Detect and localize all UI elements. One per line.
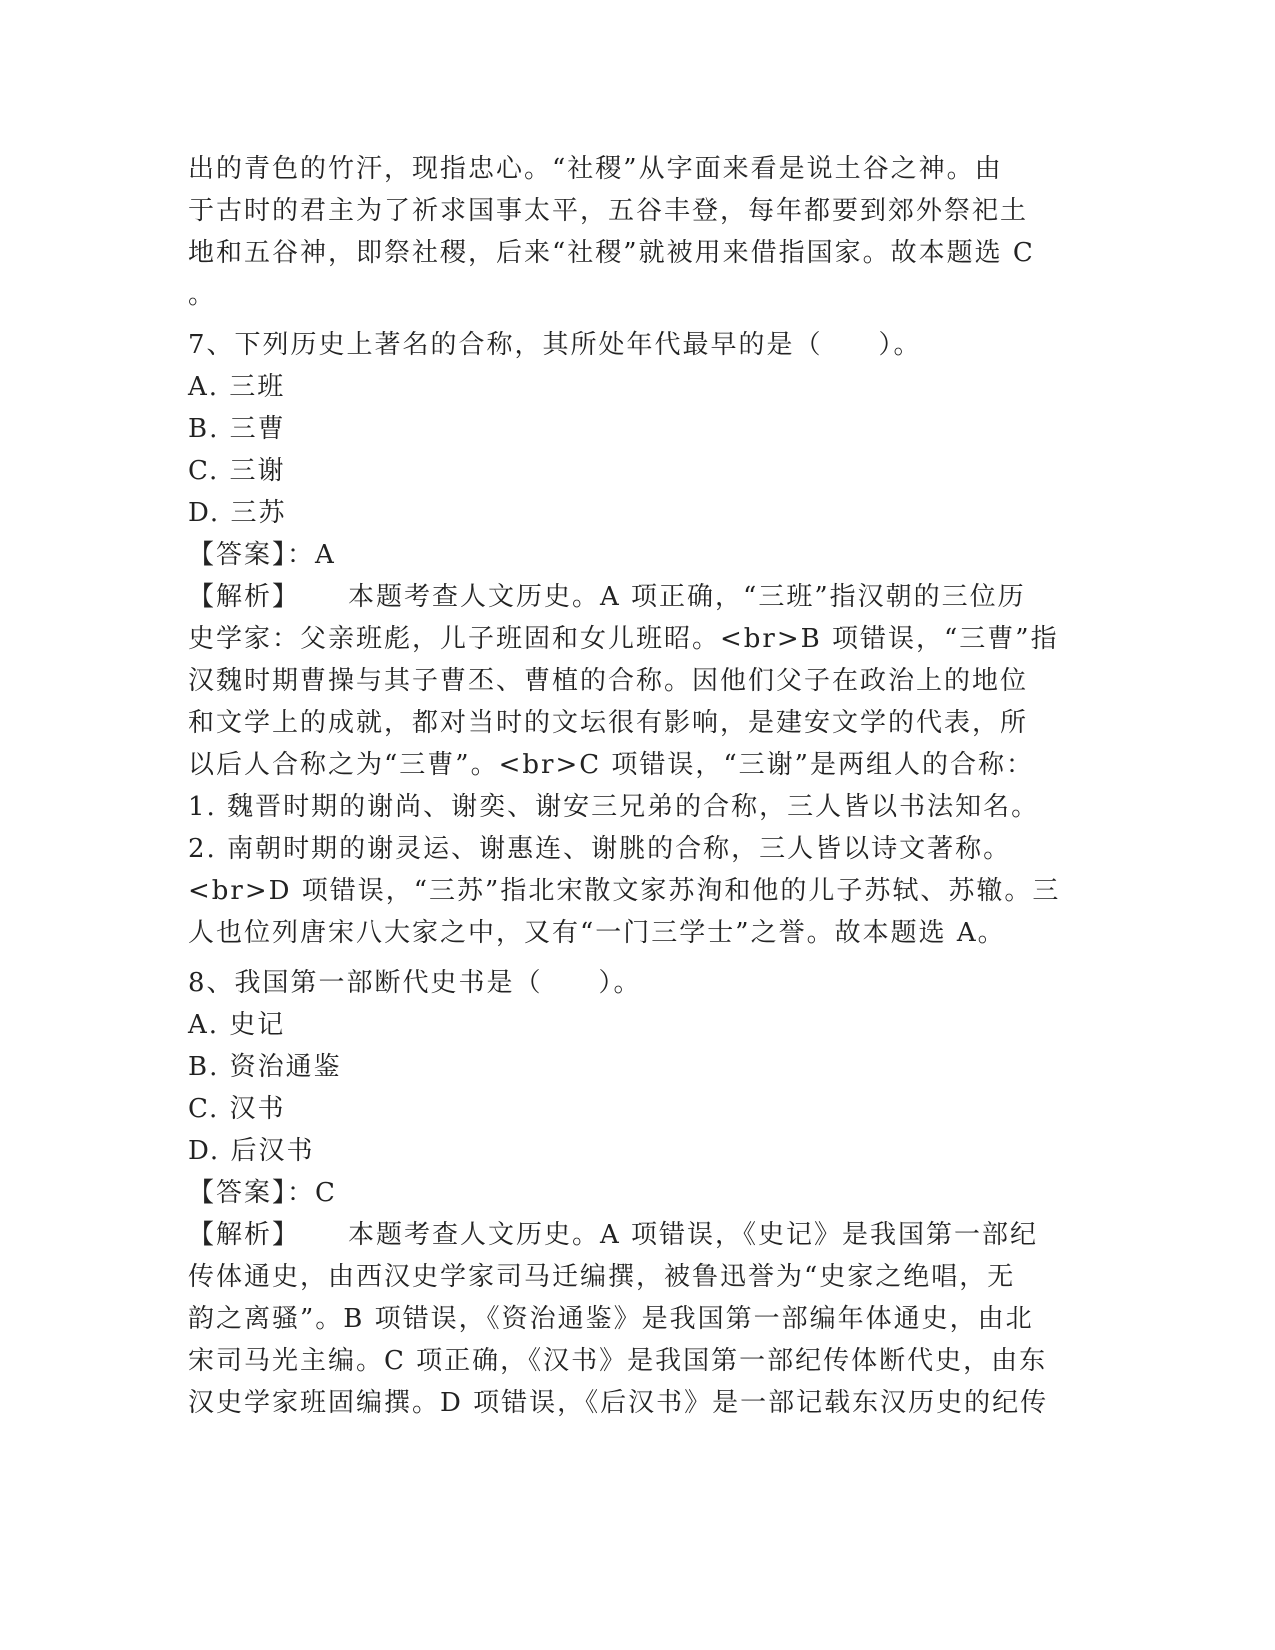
question-8: [188, 962, 1088, 1424]
intro-paragraph: [188, 148, 1088, 316]
option-b: B. 三曹: [188, 414, 286, 444]
text-line: 。: [188, 280, 217, 310]
analysis-line: 传体通史，由西汉史学家司马迁编撰，被鲁迅誉为“史家之绝唱，无: [188, 1262, 1016, 1292]
text-line: 出的青色的竹汗，现指忠心。“社稷”从字面来看是说土谷之神。由: [188, 154, 1003, 184]
analysis-line: <br>D 项错误，“三苏”指北宋散文家苏洵和他的儿子苏轼、苏辙。三: [188, 876, 1061, 906]
analysis-first-line: [188, 576, 1088, 618]
option-c: C. 三谢: [188, 456, 286, 486]
answer-line: 【答案】：C: [188, 1178, 337, 1208]
text-line: 于古时的君主为了祈求国事太平，五谷丰登，每年都要到郊外祭祀土: [188, 196, 1029, 226]
analysis-line: 宋司马光主编。C 项正确，《汉书》是我国第一部纪传体断代史，由东: [188, 1346, 1048, 1376]
question-text: 8、我国第一部断代史书是（ ）。: [188, 968, 642, 998]
analysis-line: 史学家：父亲班彪，儿子班固和女儿班昭。<br>B 项错误，“三曹”指: [188, 624, 1059, 654]
option-b: B. 资治通鉴: [188, 1052, 342, 1082]
question-text: 7、下列历史上著名的合称，其所处年代最早的是（ ）。: [188, 330, 922, 360]
analysis-line: 韵之离骚”。B 项错误，《资治通鉴》是我国第一部编年体通史，由北: [188, 1304, 1034, 1334]
document-page: [188, 148, 1088, 1424]
option-d: D. 三苏: [188, 498, 287, 528]
option-c: C. 汉书: [188, 1094, 286, 1124]
analysis-text: 本题考查人文历史。A 项错误，《史记》是我国第一部纪: [348, 1220, 1039, 1250]
analysis-line: 以后人合称之为“三曹”。<br>C 项错误，“三谢”是两组人的合称：: [188, 750, 1034, 780]
option-a: A. 史记: [188, 1010, 286, 1040]
question-7: [188, 324, 1088, 954]
text-line: 地和五谷神，即祭社稷，后来“社稷”就被用来借指国家。故本题选 C: [188, 238, 1035, 268]
option-d: D. 后汉书: [188, 1136, 315, 1166]
analysis-line: 和文学上的成就，都对当时的文坛很有影响，是建安文学的代表，所: [188, 708, 1029, 738]
analysis-label: 【解析】: [188, 1220, 301, 1250]
analysis-text: 本题考查人文历史。A 项正确，“三班”指汉朝的三位历: [348, 582, 1026, 612]
analysis-first-line: [188, 1214, 1088, 1256]
analysis-label: 【解析】: [188, 582, 301, 612]
answer-line: 【答案】：A: [188, 540, 336, 570]
analysis-line: 汉史学家班固编撰。D 项错误，《后汉书》是一部记载东汉历史的纪传: [188, 1388, 1049, 1418]
analysis-line: 汉魏时期曹操与其子曹丕、曹植的合称。因他们父子在政治上的地位: [188, 666, 1029, 696]
analysis-line: 人也位列唐宋八大家之中，又有“一门三学士”之誉。故本题选 A。: [188, 918, 1006, 948]
analysis-line: 2. 南朝时期的谢灵运、谢惠连、谢朓的合称，三人皆以诗文著称。: [188, 834, 1012, 864]
option-a: A. 三班: [188, 372, 286, 402]
analysis-line: 1. 魏晋时期的谢尚、谢奕、谢安三兄弟的合称，三人皆以书法知名。: [188, 792, 1040, 822]
